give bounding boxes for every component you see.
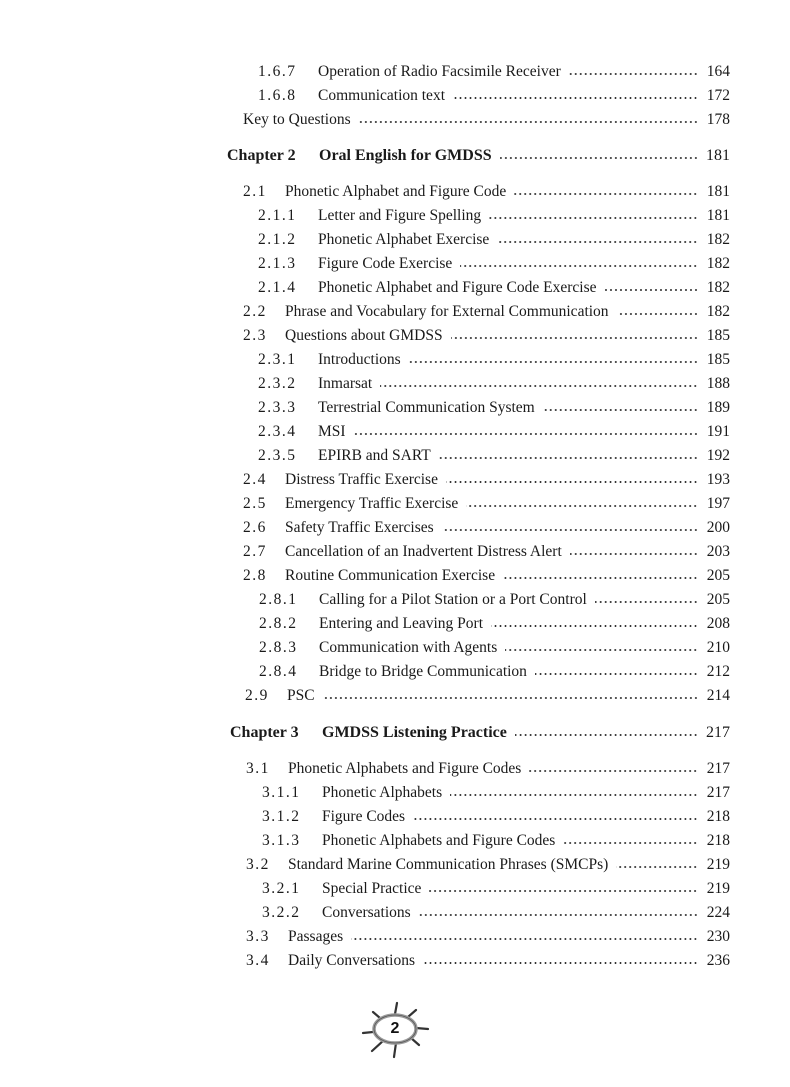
entry-title: Phonetic Alphabet and Figure Code Exercise xyxy=(318,279,597,296)
toc-entry[interactable] xyxy=(243,470,730,490)
dot-leader xyxy=(439,448,698,462)
dot-leader xyxy=(616,857,698,871)
entry-number: 2.1.2 xyxy=(258,231,297,248)
entry-page: 185 xyxy=(706,351,730,368)
dot-leader xyxy=(569,64,698,78)
dot-leader xyxy=(514,184,698,198)
entry-page: 230 xyxy=(706,928,730,945)
entry-number: 2.6 xyxy=(243,519,267,536)
dot-leader xyxy=(351,929,698,943)
entry-title: Special Practice xyxy=(322,880,422,897)
entry-page: 214 xyxy=(706,687,730,704)
toc-entry[interactable] xyxy=(243,566,730,586)
dot-leader xyxy=(535,664,698,678)
toc-entry[interactable] xyxy=(258,446,730,466)
dot-leader xyxy=(570,544,698,558)
dot-leader xyxy=(451,328,698,342)
entry-title: Cancellation of an Inadvertent Distress Alert xyxy=(285,543,562,560)
toc-entry[interactable] xyxy=(259,638,730,658)
entry-title: Phonetic Alphabet and Figure Code xyxy=(285,183,507,200)
dot-leader xyxy=(466,496,698,510)
toc-entry[interactable] xyxy=(259,662,730,682)
entry-number: 2.8.1 xyxy=(259,591,298,608)
entry-title: Questions about GMDSS xyxy=(285,327,443,344)
dot-leader xyxy=(489,208,698,222)
entry-title: Operation of Radio Facsimile Receiver xyxy=(318,63,561,80)
dot-leader xyxy=(354,424,698,438)
dot-leader xyxy=(419,905,698,919)
dot-leader xyxy=(450,785,698,799)
entry-number: 3.1.1 xyxy=(262,784,301,801)
entry-page: 212 xyxy=(706,663,730,680)
entry-title: Letter and Figure Spelling xyxy=(318,207,482,224)
toc-entry[interactable] xyxy=(262,783,730,803)
entry-page: 236 xyxy=(706,952,730,969)
entry-page: 185 xyxy=(706,327,730,344)
entry-number: 2.8.3 xyxy=(259,639,298,656)
entry-page: 217 xyxy=(706,760,730,777)
entry-number: 2.9 xyxy=(245,687,269,704)
entry-title: Inmarsat xyxy=(318,375,373,392)
page-number-emblem xyxy=(356,1000,434,1062)
dot-leader xyxy=(497,232,698,246)
entry-title: Safety Traffic Exercises xyxy=(285,519,434,536)
dot-leader xyxy=(423,953,698,967)
entry-title: Figure Code Exercise xyxy=(318,255,453,272)
entry-number: 2.8 xyxy=(243,567,267,584)
entry-page: 192 xyxy=(706,447,730,464)
dot-leader xyxy=(617,304,698,318)
entry-number: 3.2.1 xyxy=(262,880,301,897)
dot-leader xyxy=(413,809,698,823)
entry-page: 182 xyxy=(706,255,730,272)
toc-entry[interactable] xyxy=(246,927,730,947)
entry-page: 189 xyxy=(706,399,730,416)
entry-title: EPIRB and SART xyxy=(318,447,431,464)
entry-number: 2.1.3 xyxy=(258,255,297,272)
dot-leader xyxy=(460,256,698,270)
toc-entry[interactable] xyxy=(243,326,730,346)
toc-entry[interactable] xyxy=(243,494,730,514)
entry-number: 2.3 xyxy=(243,327,267,344)
toc-entry[interactable] xyxy=(262,807,730,827)
dot-leader xyxy=(515,725,698,739)
toc-entry[interactable] xyxy=(243,518,730,538)
entry-page: 182 xyxy=(706,231,730,248)
entry-title: Communication text xyxy=(318,87,445,104)
toc-entry[interactable] xyxy=(262,879,730,899)
entry-page: 219 xyxy=(706,880,730,897)
entry-title: Conversations xyxy=(322,904,411,921)
entry-page: 172 xyxy=(706,87,730,104)
entry-number: 3.1.3 xyxy=(262,832,301,849)
entry-title: Emergency Traffic Exercise xyxy=(285,495,459,512)
entry-page: 164 xyxy=(706,63,730,80)
toc-entry[interactable] xyxy=(258,278,730,298)
dot-leader xyxy=(505,640,698,654)
entry-title: Phonetic Alphabets xyxy=(322,784,443,801)
entry-title: Standard Marine Communication Phrases (SMCPs) xyxy=(288,856,609,873)
toc-entry[interactable] xyxy=(243,302,730,322)
entry-number: 2.1 xyxy=(243,183,267,200)
entry-number: 2.8.2 xyxy=(259,615,298,632)
dot-leader xyxy=(429,881,698,895)
entry-title: Phrase and Vocabulary for External Communication xyxy=(285,303,609,320)
entry-page: 219 xyxy=(706,856,730,873)
entry-page: 218 xyxy=(706,832,730,849)
toc-entry-key-to-questions[interactable] xyxy=(243,110,730,130)
toc-entry[interactable] xyxy=(246,855,730,875)
entry-title: Entering and Leaving Port xyxy=(319,615,483,632)
entry-page: 200 xyxy=(706,519,730,536)
dot-leader xyxy=(543,400,698,414)
entry-number: 2.3.5 xyxy=(258,447,297,464)
dot-leader xyxy=(380,376,698,390)
entry-number: 1.6.7 xyxy=(258,63,297,80)
toc-entry[interactable] xyxy=(258,350,730,370)
entry-title: Communication with Agents xyxy=(319,639,498,656)
toc-entry[interactable] xyxy=(258,254,730,274)
dot-leader xyxy=(605,280,698,294)
entry-title: Figure Codes xyxy=(322,808,406,825)
toc-entry[interactable] xyxy=(243,182,730,202)
chapter-title: GMDSS Listening Practice xyxy=(322,724,507,741)
entry-title: Calling for a Pilot Station or a Port Control xyxy=(319,591,587,608)
toc-entry[interactable] xyxy=(258,230,730,250)
entry-page: 178 xyxy=(706,111,730,128)
entry-title: PSC xyxy=(287,687,315,704)
entry-title: Key to Questions xyxy=(243,111,351,128)
toc-entry[interactable] xyxy=(258,374,730,394)
entry-title: Passages xyxy=(288,928,344,945)
chapter-title: Oral English for GMDSS xyxy=(319,147,492,164)
toc-entry[interactable] xyxy=(259,590,730,610)
dot-leader xyxy=(323,688,698,702)
page-number: 2 xyxy=(390,1020,400,1037)
entry-number: 2.7 xyxy=(243,543,267,560)
toc-entry[interactable] xyxy=(246,951,730,971)
chapter-number: Chapter 3 xyxy=(230,724,299,741)
dot-leader xyxy=(563,833,698,847)
toc-entry[interactable] xyxy=(258,398,730,418)
entry-number: 2.3.3 xyxy=(258,399,297,416)
chapter-number: Chapter 2 xyxy=(227,147,296,164)
entry-page: 188 xyxy=(706,375,730,392)
toc-entry[interactable] xyxy=(258,62,730,82)
dot-leader xyxy=(595,592,698,606)
dot-leader xyxy=(442,520,698,534)
toc-entry[interactable] xyxy=(246,759,730,779)
entry-number: 3.3 xyxy=(246,928,270,945)
entry-title: Phonetic Alphabet Exercise xyxy=(318,231,490,248)
dot-leader xyxy=(453,88,698,102)
entry-number: 2.4 xyxy=(243,471,267,488)
entry-page: 210 xyxy=(706,639,730,656)
dot-leader xyxy=(491,616,698,630)
entry-number: 2.5 xyxy=(243,495,267,512)
toc-entry[interactable] xyxy=(243,542,730,562)
entry-page: 191 xyxy=(706,423,730,440)
entry-page: 193 xyxy=(706,471,730,488)
toc-entry[interactable] xyxy=(262,831,730,851)
entry-title: Daily Conversations xyxy=(288,952,415,969)
entry-number: 2.3.1 xyxy=(258,351,297,368)
entry-number: 2.1.1 xyxy=(258,207,297,224)
entry-number: 3.1 xyxy=(246,760,270,777)
entry-title: Introductions xyxy=(318,351,401,368)
entry-page: 197 xyxy=(706,495,730,512)
dot-leader xyxy=(529,761,698,775)
entry-page: 217 xyxy=(706,724,730,741)
dot-leader xyxy=(500,148,698,162)
toc-entry[interactable] xyxy=(258,422,730,442)
entry-title: Bridge to Bridge Communication xyxy=(319,663,527,680)
entry-title: Terrestrial Communication System xyxy=(318,399,535,416)
entry-page: 181 xyxy=(706,183,730,200)
entry-title: Phonetic Alphabets and Figure Codes xyxy=(288,760,522,777)
toc-entry[interactable] xyxy=(245,686,730,706)
entry-number: 3.2.2 xyxy=(262,904,301,921)
entry-title: Phonetic Alphabets and Figure Codes xyxy=(322,832,556,849)
toc-entry[interactable] xyxy=(262,903,730,923)
entry-title: MSI xyxy=(318,423,346,440)
entry-title: Distress Traffic Exercise xyxy=(285,471,438,488)
toc-chapter-heading[interactable] xyxy=(227,146,730,166)
entry-number: 2.3.4 xyxy=(258,423,297,440)
toc-entry[interactable] xyxy=(259,614,730,634)
entry-page: 182 xyxy=(706,303,730,320)
toc-chapter-heading[interactable] xyxy=(230,723,730,743)
entry-number: 2.8.4 xyxy=(259,663,298,680)
entry-page: 218 xyxy=(706,808,730,825)
entry-page: 208 xyxy=(706,615,730,632)
entry-title: Routine Communication Exercise xyxy=(285,567,496,584)
entry-page: 182 xyxy=(706,279,730,296)
dot-leader xyxy=(359,112,698,126)
entry-page: 217 xyxy=(706,784,730,801)
entry-number: 2.2 xyxy=(243,303,267,320)
dot-leader xyxy=(409,352,698,366)
entry-number: 2.1.4 xyxy=(258,279,297,296)
entry-page: 203 xyxy=(706,543,730,560)
entry-number: 2.3.2 xyxy=(258,375,297,392)
dot-leader xyxy=(503,568,698,582)
entry-page: 224 xyxy=(706,904,730,921)
entry-page: 181 xyxy=(706,147,730,164)
entry-page: 205 xyxy=(706,591,730,608)
dot-leader xyxy=(446,472,698,486)
entry-number: 3.4 xyxy=(246,952,270,969)
toc-entry[interactable] xyxy=(258,206,730,226)
entry-number: 3.2 xyxy=(246,856,270,873)
toc-entry[interactable] xyxy=(258,86,730,106)
entry-page: 205 xyxy=(706,567,730,584)
entry-page: 181 xyxy=(706,207,730,224)
entry-number: 1.6.8 xyxy=(258,87,297,104)
entry-number: 3.1.2 xyxy=(262,808,301,825)
